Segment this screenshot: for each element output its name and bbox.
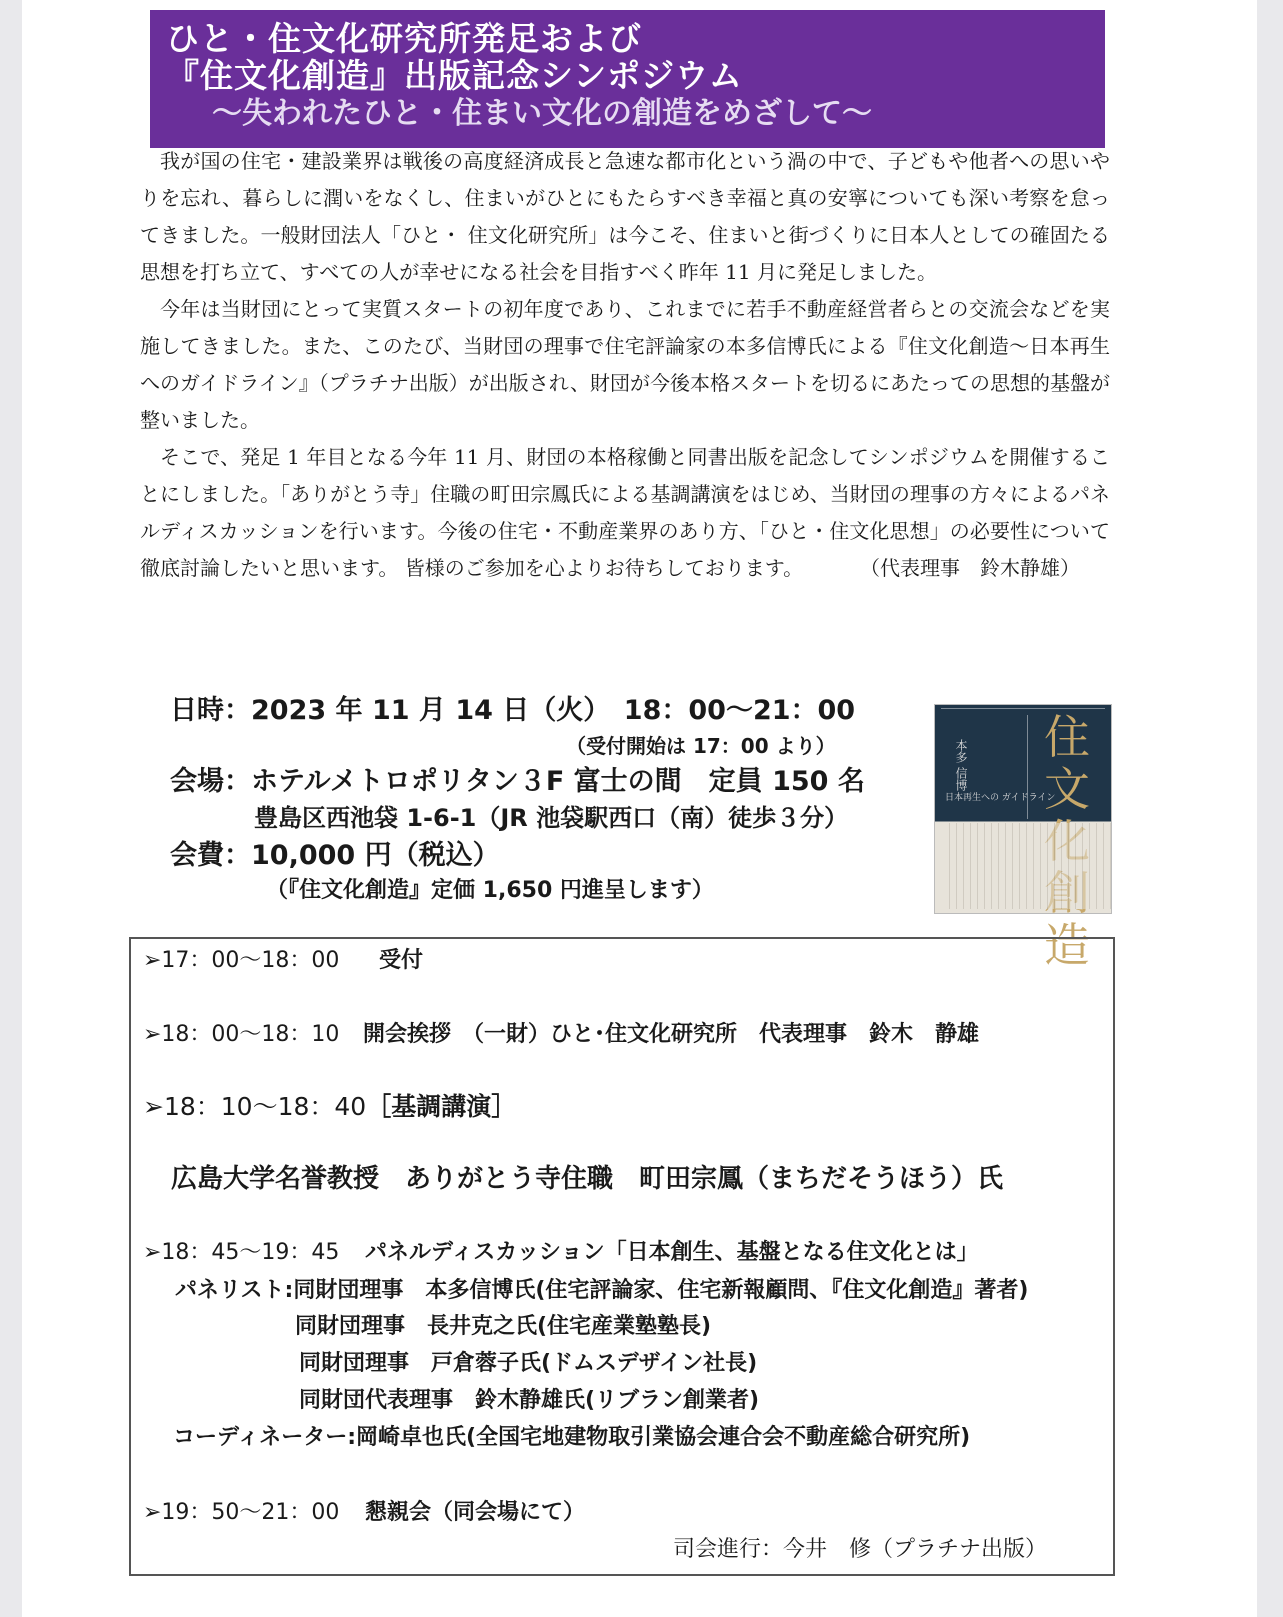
intro-paragraph: 我が国の住宅・建設業界は戦後の高度経済成長と急速な都市化という渦の中で、子どもや他者への思いやりを忘れ、暮らしに潤いをなくし、住まいがひとにもたらすべき幸福と真の安寧についても深い考察を怠ってきました。一般財団法人「ひと・ 住文化研究所」は今こそ、住まいと街づくりに日本人としての確固たる思想を打ち立て、すべての人が幸せになる社会を目指すべく昨年 11 月に発足しました。	[140, 149, 1110, 284]
schedule-text: 懇親会（同会場にて）	[365, 1500, 586, 1525]
panelist: 同財団代表理事 鈴木静雄氏(リブラン創業者)	[299, 1388, 760, 1413]
fee-note: （『住文化創造』定価 1,650 円進呈します）	[266, 878, 714, 903]
panelist: パネリスト:同財団理事 本多信博氏(住宅評論家、住宅新報顧問、『住文化創造』著者)	[175, 1278, 1029, 1303]
event-fee: 会費：10,000 円（税込）	[170, 840, 500, 871]
panelist: 同財団理事 戸倉蓉子氏(ドムスデザイン社長)	[299, 1351, 758, 1376]
event-venue: 会場：ホテルメトロポリタン３F 富士の間 定員 150 名	[170, 766, 865, 797]
schedule-item	[143, 945, 423, 977]
title-banner	[150, 10, 1105, 148]
schedule-text: 開会挨拶 （一財）ひと･住文化研究所 代表理事 鈴木 静雄	[363, 1022, 980, 1047]
intro-text	[140, 143, 1110, 587]
cover-rule	[941, 708, 1105, 709]
schedule-time: ➢18：10〜18：40	[143, 1092, 367, 1121]
panelist: 同財団理事 長井克之氏(住宅産業塾塾長)	[295, 1314, 712, 1339]
cover-text-texture	[943, 823, 1111, 909]
schedule-text: パネルディスカッション「日本創生、基盤となる住文化とは」	[365, 1240, 979, 1265]
schedule-text: 受付	[379, 948, 424, 973]
schedule-time: ➢18：00〜18：10	[143, 1022, 340, 1047]
book-author: 本多 信博	[954, 739, 968, 791]
event-details	[170, 692, 910, 908]
signature: （代表理事 鈴木静雄）	[860, 556, 1080, 580]
book-cover-image	[934, 704, 1112, 972]
program-schedule-box	[129, 937, 1115, 1576]
schedule-item	[143, 1497, 585, 1529]
schedule-item	[143, 1019, 979, 1051]
title-line-2: 『住文化創造』出版記念シンポジウム	[166, 56, 743, 95]
keynote-speaker: 広島大学名誉教授 ありがとう寺住職 町田宗鳳（まちだそうほう）氏	[171, 1164, 1004, 1194]
schedule-time: ➢19：50〜21：00	[143, 1500, 340, 1525]
event-address: 豊島区西池袋 1-6-1（JR 池袋駅西口（南）徒歩３分）	[254, 804, 849, 832]
schedule-time: ➢18：45〜19：45	[143, 1240, 340, 1265]
schedule-time: ➢17：00〜18：00	[143, 948, 340, 973]
intro-paragraph: そこで、発足 1 年目となる今年 11 月、財団の本格稼働と同書出版を記念してシンポジウムを開催することにしました。「ありがとう寺」住職の町田宗鳳氏による基調講演をはじめ、当財団の理事の方々によるパネルディスカッションを行います。今後の住宅・不動産業界のあり方、「ひと・住文化思想」の必要性について徹底討論したいと思います。 皆様のご参加を心よりお待ちしております。	[140, 445, 1110, 580]
subtitle: 〜失われたひと・住まい文化の創造をめざして〜	[212, 96, 872, 131]
reception-note: （受付開始は 17：00 より）	[566, 734, 836, 758]
intro-paragraph: 今年は当財団にとって実質スタートの初年度であり、これまでに若手不動産経営者らとの交流会などを実施してきました。また、このたび、当財団の理事で住宅評論家の本多信博氏による『住文化創造〜日本再生へのガイドライン』（プラチナ出版）が出版され、財団が今後本格スタートを切るにあたっての思想的基盤が整いました。	[140, 297, 1110, 432]
book-subtitle: 日本再生への ガイドライン	[945, 793, 1056, 803]
event-datetime: 日時：2023 年 11 月 14 日（火） 18：00〜21：00	[170, 695, 856, 726]
book-title: 住文 造	[1044, 710, 1090, 972]
title-line-1: ひと・住文化研究所発足および	[166, 19, 642, 58]
schedule-item	[143, 1237, 979, 1269]
schedule-item	[143, 1091, 516, 1123]
coordinator: コーディネーター:岡崎卓也氏(全国宅地建物取引業協会連合会不動産総合研究所)	[173, 1425, 971, 1450]
mc-credit: 司会進行：今井 修（プラチナ出版）	[673, 1537, 1048, 1562]
schedule-text: ［基調講演］	[366, 1092, 517, 1121]
